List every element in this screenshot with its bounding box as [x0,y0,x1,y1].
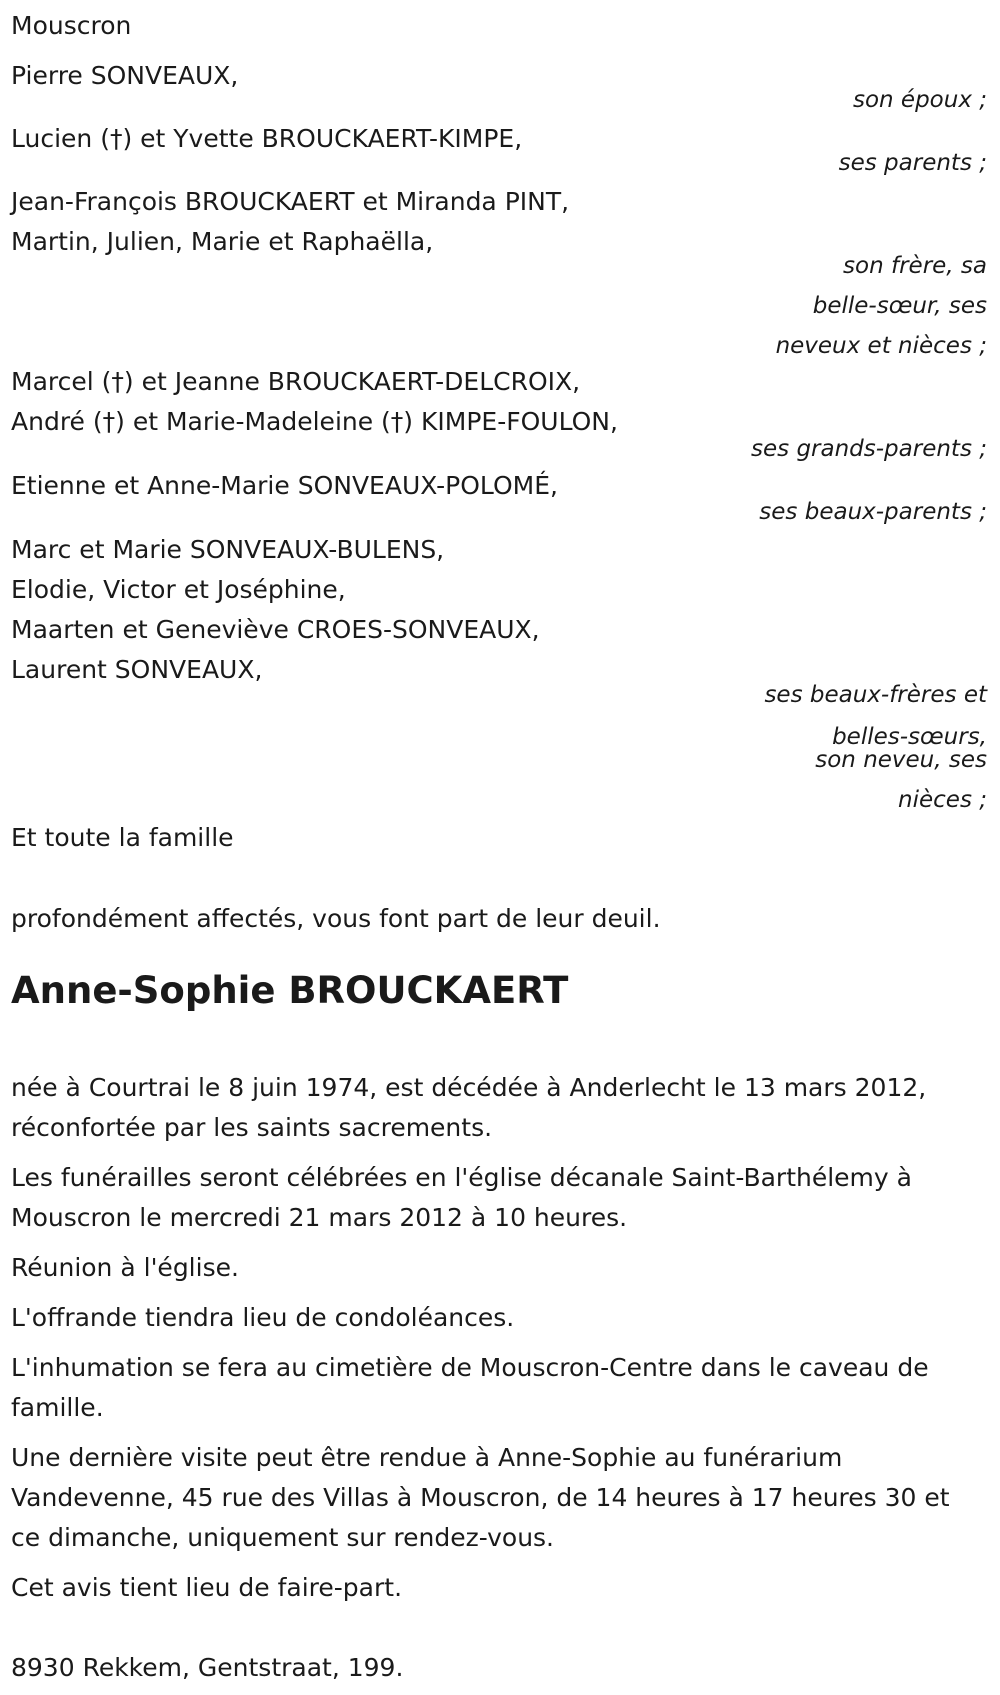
relation-text: son frère, sa [843,253,987,279]
relation-text: ses beaux-frères et [764,682,987,708]
body-line: Les funérailles seront célébrées en l'église décanale Saint-Barthélemy à [11,1163,912,1192]
family-line: Laurent SONVEAUX, [11,655,263,684]
body-line: L'inhumation se fera au cimetière de Mouscron-Centre dans le caveau de [11,1353,929,1382]
body-line: Une dernière visite peut être rendue à Anne-Sophie au funérarium [11,1443,843,1472]
relation-text: ses beaux-parents ; [759,499,987,525]
relation-text: son époux ; [852,87,987,113]
body-line: famille. [11,1393,104,1422]
family-line: Martin, Julien, Marie et Raphaëlla, [11,227,434,256]
body-line: Réunion à l'église. [11,1253,239,1282]
body-line: L'offrande tiendra lieu de condoléances. [11,1303,515,1332]
relation-text: nièces ; [898,787,987,813]
family-line: Etienne et Anne-Marie SONVEAUX-POLOMÉ, [11,471,558,500]
family-line: Jean-François BROUCKAERT et Miranda PINT, [11,187,570,216]
relation-text: ses parents ; [838,150,987,176]
family-line: Pierre SONVEAUX, [11,61,239,90]
relation-text: belles-sœurs, [832,724,987,750]
body-line: Cet avis tient lieu de faire-part. [11,1573,403,1602]
closing-family: Et toute la famille [11,823,234,852]
body-line: née à Courtrai le 8 juin 1974, est décédée à Anderlecht le 13 mars 2012, [11,1073,927,1102]
family-line: Marc et Marie SONVEAUX-BULENS, [11,535,445,564]
relation-text: son neveu, ses [815,747,987,773]
family-line: Lucien (†) et Yvette BROUCKAERT-KIMPE, [11,124,523,153]
body-line: Mouscron le mercredi 21 mars 2012 à 10 heures. [11,1203,628,1232]
relation-text: neveux et nièces ; [775,333,987,359]
deceased-name: Anne-Sophie BROUCKAERT [11,969,569,1012]
place-name: Mouscron [11,11,132,40]
body-line: Vandevenne, 45 rue des Villas à Mouscron, de 14 heures à 17 heures 30 et [11,1483,950,1512]
relation-text: belle-sœur, ses [812,293,987,319]
family-line: Elodie, Victor et Joséphine, [11,575,346,604]
family-line: Marcel (†) et Jeanne BROUCKAERT-DELCROIX, [11,367,581,396]
address-text: 8930 Rekkem, Gentstraat, 199. [11,1653,404,1682]
body-line: ce dimanche, uniquement sur rendez-vous. [11,1523,555,1552]
body-line: réconfortée par les saints sacrements. [11,1113,493,1142]
announcement-text: profondément affectés, vous font part de leur deuil. [11,904,661,933]
relation-text: ses grands-parents ; [751,436,987,462]
family-line: Maarten et Geneviève CROES-SONVEAUX, [11,615,540,644]
family-line: André (†) et Marie-Madeleine (†) KIMPE-FOULON, [11,407,618,436]
